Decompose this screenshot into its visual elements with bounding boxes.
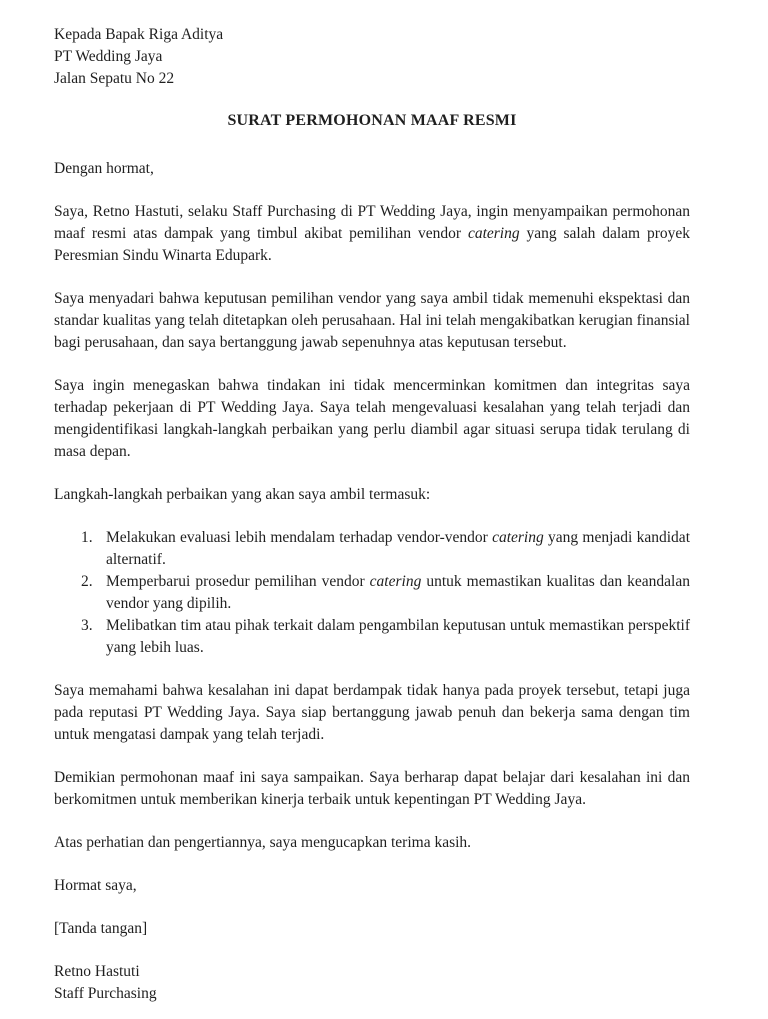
text-run: untuk memastikan kualitas dan keandalan vendor yang dipilih. — [106, 573, 690, 612]
recipient-block — [54, 24, 690, 90]
improvement-list — [54, 527, 690, 659]
text-run: Saya memahami bahwa kesalahan ini dapat berdampak tidak hanya pada proyek tersebut, tetapi juga pada reputasi PT Wedding Jaya. Saya siap bertanggung jawab penuh dan bekerja sama dengan tim untuk mengatasi dampak yang telah terjadi. — [54, 682, 690, 743]
list-number: 1. — [81, 529, 93, 546]
recipient-line: PT Wedding Jaya — [54, 48, 163, 65]
text-run: Atas perhatian dan pengertiannya, saya mengucapkan terima kasih. — [54, 834, 472, 851]
paragraph — [54, 375, 690, 463]
list-item-text — [106, 527, 690, 571]
text-run: Langkah-langkah perbaikan yang akan saya ambil termasuk: — [54, 486, 431, 503]
sign-off: Hormat saya, — [54, 877, 137, 894]
letter-body-closing — [54, 680, 690, 854]
italic-text: catering — [492, 529, 544, 546]
text-run: yang salah dalam proyek Peresmian Sindu Winarta Edupark. — [54, 225, 690, 264]
paragraph — [54, 767, 690, 811]
text-run: Saya menyadari bahwa keputusan pemilihan vendor yang saya ambil tidak memenuhi ekspektasi dan standar kualitas yang telah ditetapkan oleh perusahaan. Hal ini telah mengakibatkan kerugian finansial bagi perusahaan, dan saya bertanggung jawab sepenuhnya atas keputusan tersebut. — [54, 290, 690, 351]
letter-body — [54, 201, 690, 506]
list-number: 2. — [81, 573, 93, 590]
list-item — [81, 615, 690, 659]
signature-placeholder: [Tanda tangan] — [54, 920, 148, 937]
text-run: Saya, Retno Hastuti, selaku Staff Purchasing di PT Wedding Jaya, ingin menyampaikan permohonan maaf resmi atas dampak yang timbul akibat pemilihan vendor — [54, 203, 690, 242]
list-number: 3. — [81, 617, 93, 634]
paragraph — [54, 288, 690, 354]
signer-block — [54, 961, 690, 1005]
paragraph — [54, 201, 690, 267]
italic-text: catering — [467, 225, 520, 242]
list-item — [81, 527, 690, 571]
paragraph — [54, 832, 690, 854]
text-run: Memperbarui prosedur pemilihan vendor — [106, 573, 370, 590]
recipient-line: Jalan Sepatu No 22 — [54, 70, 175, 87]
text-run: Melakukan evaluasi lebih mendalam terhadap vendor-vendor — [106, 529, 493, 546]
signer-role: Staff Purchasing — [54, 985, 157, 1002]
italic-text: catering — [369, 573, 422, 590]
salutation: Dengan hormat, — [54, 160, 154, 177]
text-run: yang menjadi kandidat alternatif. — [106, 529, 690, 568]
recipient-line: Kepada Bapak Riga Aditya — [54, 26, 224, 43]
list-item-text — [106, 615, 690, 659]
signer-name: Retno Hastuti — [54, 963, 140, 980]
paragraph — [54, 484, 690, 506]
list-item-text — [106, 571, 690, 615]
text-run: Saya ingin menegaskan bahwa tindakan ini tidak mencerminkan komitmen dan integritas saya terhadap pekerjaan di PT Wedding Jaya. Saya telah mengevaluasi kesalahan yang telah terjadi dan mengidentifikasi langkah-langkah perbaikan yang perlu diambil agar situasi serupa tidak terulang di masa depan. — [54, 377, 690, 460]
list-item — [81, 571, 690, 615]
paragraph — [54, 680, 690, 746]
text-run: Demikian permohonan maaf ini saya sampaikan. Saya berharap dapat belajar dari kesalahan ini dan berkomitmen untuk memberikan kinerja terbaik untuk kepentingan PT Wedding Jaya. — [54, 769, 690, 808]
text-run: Melibatkan tim atau pihak terkait dalam pengambilan keputusan untuk memastikan perspektif yang lebih luas. — [106, 617, 690, 656]
letter-title: SURAT PERMOHONAN MAAF RESMI — [227, 112, 517, 129]
